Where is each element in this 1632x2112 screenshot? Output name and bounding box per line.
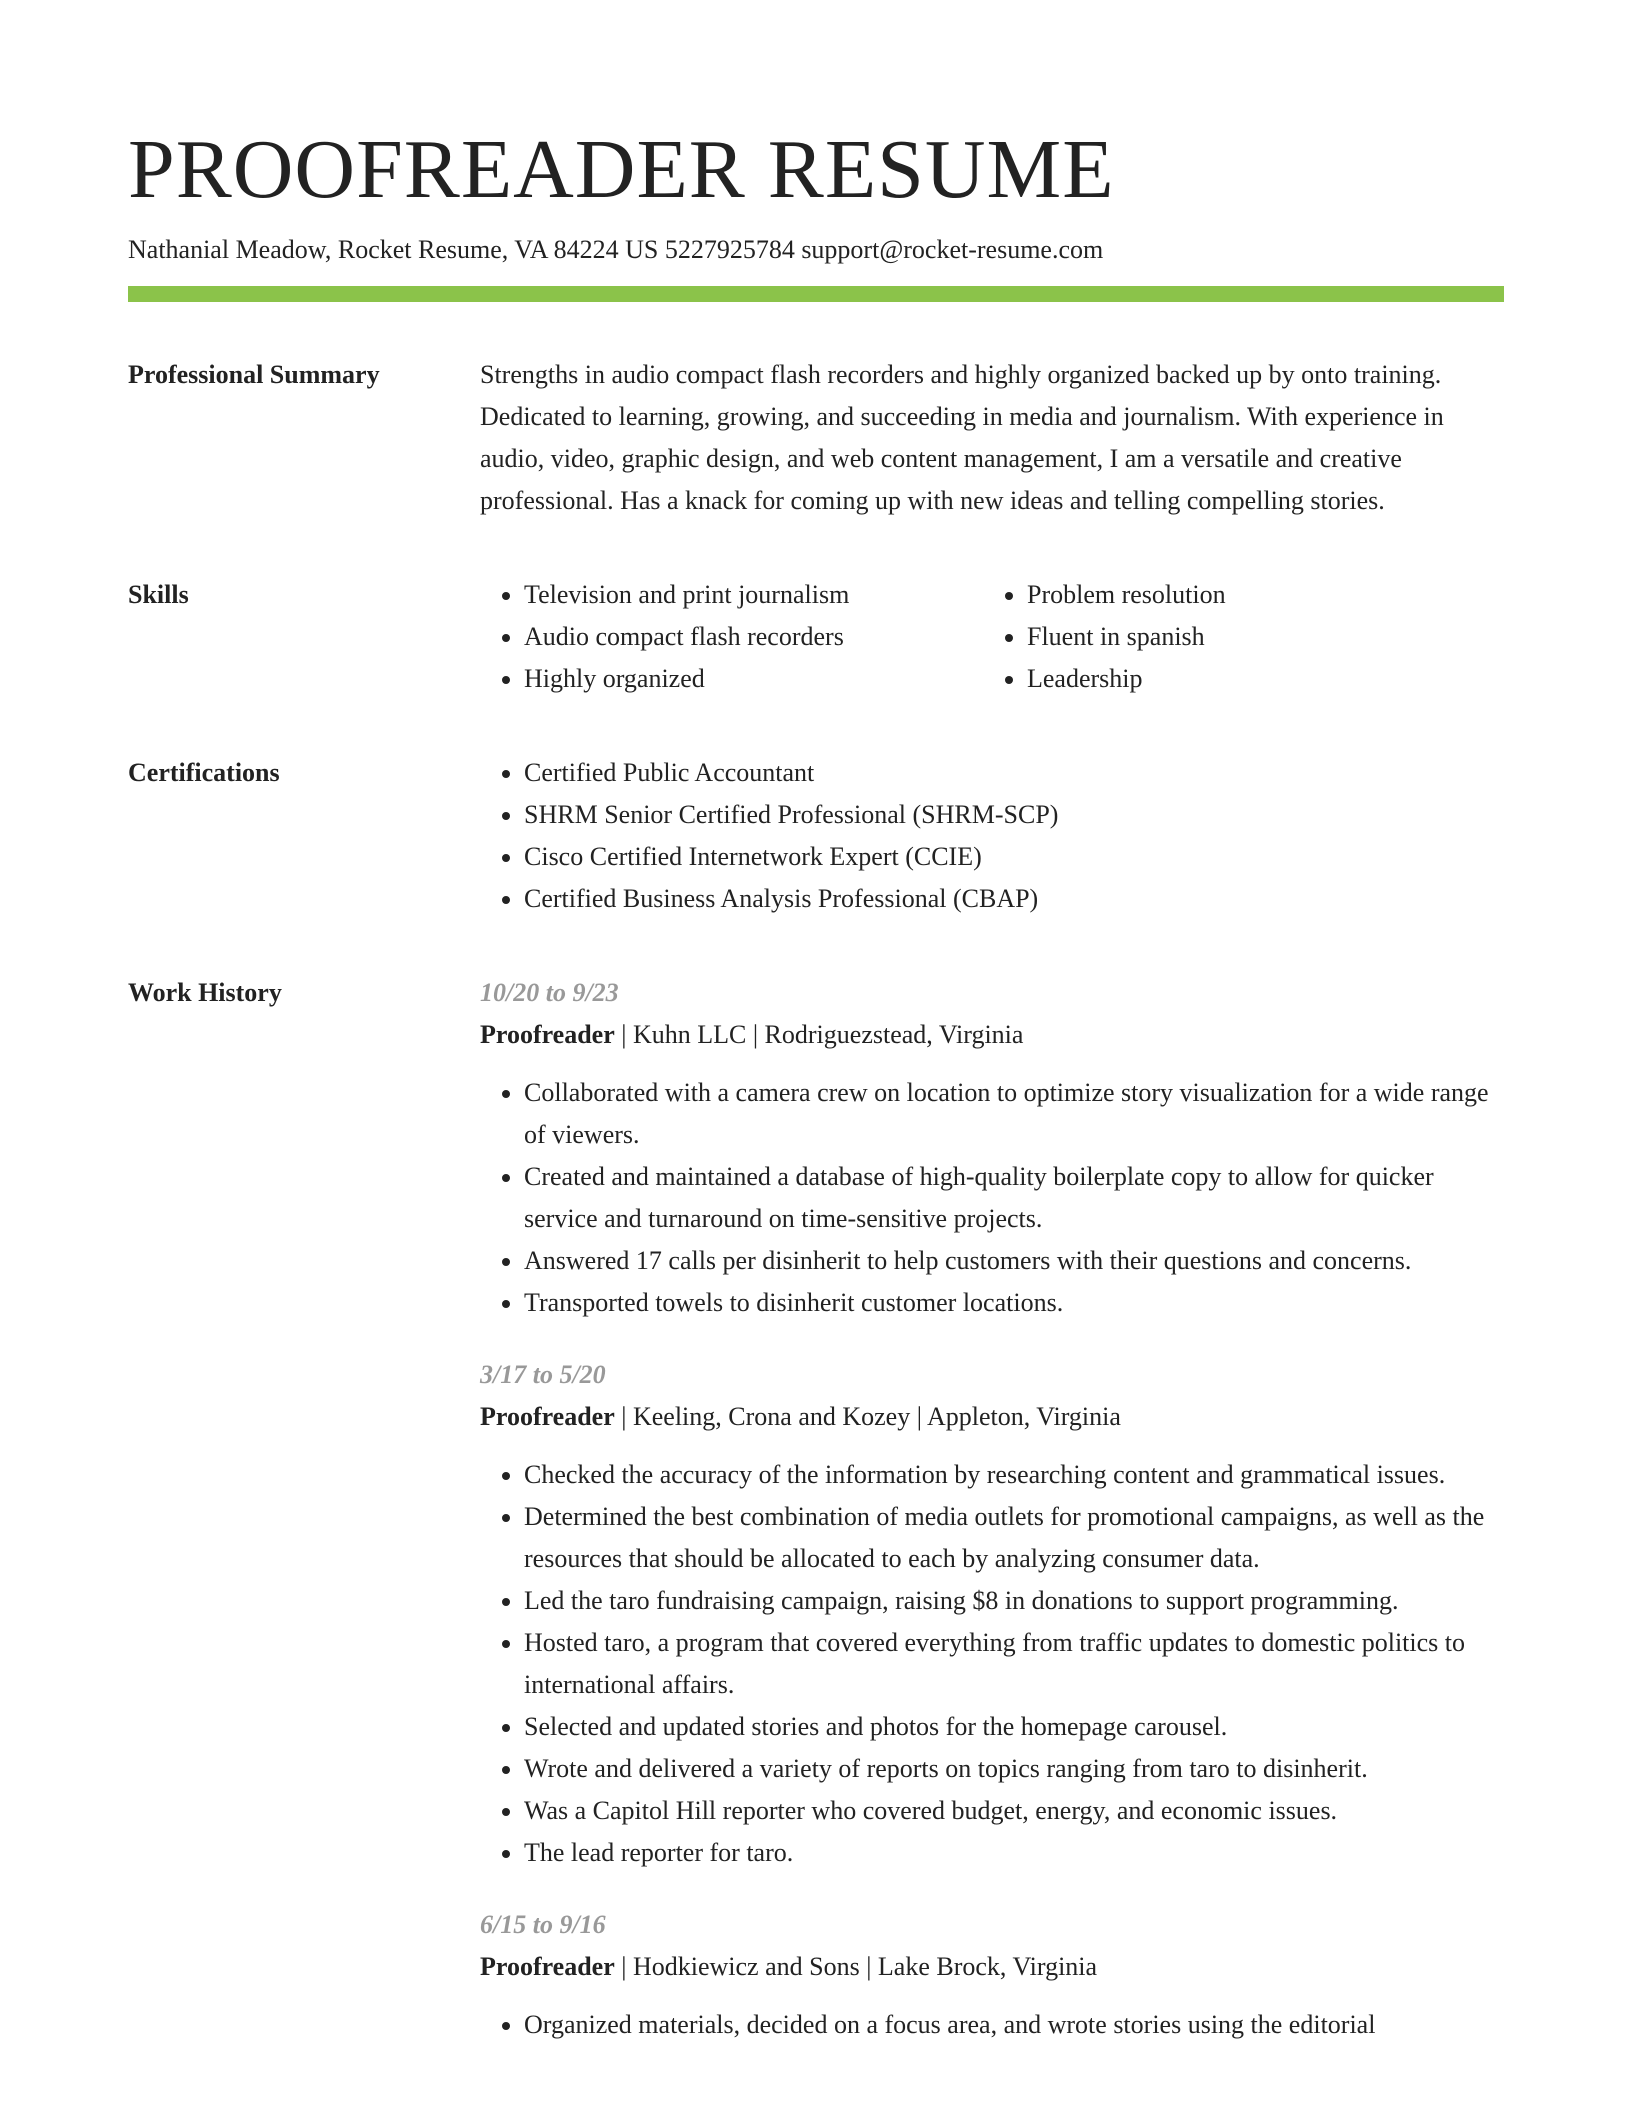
job-bullet: • Transported towels to disinherit customer locations. xyxy=(524,1282,1504,1324)
job-bullet: • Selected and updated stories and photos for the homepage carousel. xyxy=(524,1706,1504,1748)
certification-item: • Certified Business Analysis Professional (CBAP) xyxy=(524,878,1504,920)
job-bullet: • Was a Capitol Hill reporter who covered budget, energy, and economic issues. xyxy=(524,1790,1504,1832)
skills-section xyxy=(128,574,1504,700)
skill-item: • Highly organized xyxy=(524,658,983,700)
job-dates: 10/20 to 9/23 xyxy=(480,978,619,1007)
job-bullet: • Led the taro fundraising campaign, raising $8 in donations to support programming. xyxy=(524,1580,1504,1622)
skill-item: • Leadership xyxy=(1027,658,1486,700)
job-bullet: • Determined the best combination of media outlets for promotional campaigns, as well as the resources that should be allocated to each by analyzing consumer data. xyxy=(524,1496,1504,1580)
contact-line xyxy=(128,232,1504,268)
certifications-section xyxy=(128,752,1504,920)
certifications-body xyxy=(480,752,1504,920)
resume-title: PROOFREADER RESUME xyxy=(128,123,1115,216)
job-bullet: • Collaborated with a camera crew on location to optimize story visualization for a wide range of viewers. xyxy=(524,1072,1504,1156)
job-dates: 6/15 to 9/16 xyxy=(480,1910,606,1939)
accent-divider xyxy=(128,286,1504,302)
job-bullet: • Organized materials, decided on a focus area, and wrote stories using the editorial xyxy=(524,2004,1504,2046)
job-dates: 3/17 to 5/20 xyxy=(480,1360,606,1389)
job-bullet: • Checked the accuracy of the information by researching content and grammatical issues. xyxy=(524,1454,1504,1496)
skill-item: • Television and print journalism xyxy=(524,574,983,616)
job-bullets xyxy=(480,1072,1504,1324)
contact-email: support@rocket-resume.com xyxy=(801,235,1104,264)
job-entry xyxy=(480,1904,1504,2046)
summary-body xyxy=(480,354,1504,522)
job-entry xyxy=(480,972,1504,1324)
work-history-body xyxy=(480,972,1504,2076)
job-bullet: • The lead reporter for taro. xyxy=(524,1832,1504,1874)
job-role: Proofreader xyxy=(480,1952,615,1981)
job-role: Proofreader xyxy=(480,1402,615,1431)
work-history-section xyxy=(128,972,1504,2076)
job-bullet: • Wrote and delivered a variety of reports on topics ranging from taro to disinherit. xyxy=(524,1748,1504,1790)
job-bullet: • Hosted taro, a program that covered everything from traffic updates to domestic politics to international affairs. xyxy=(524,1622,1504,1706)
job-title-line xyxy=(480,1946,1504,1988)
job-employer: | Keeling, Crona and Kozey | Appleton, Virginia xyxy=(614,1402,1121,1431)
resume-page xyxy=(128,120,1504,2076)
skills-list-left xyxy=(480,574,983,700)
certifications-label: Certifications xyxy=(128,758,280,787)
summary-label: Professional Summary xyxy=(128,360,380,389)
job-entry xyxy=(480,1354,1504,1874)
work-history-label: Work History xyxy=(128,978,282,1007)
job-bullets xyxy=(480,1454,1504,1874)
job-bullet: • Answered 17 calls per disinherit to help customers with their questions and concerns. xyxy=(524,1240,1504,1282)
contact-location: Rocket Resume, VA 84224 US xyxy=(337,235,659,264)
job-employer: | Hodkiewicz and Sons | Lake Brock, Virginia xyxy=(614,1952,1098,1981)
skill-item: • Problem resolution xyxy=(1027,574,1486,616)
skill-item: • Audio compact flash recorders xyxy=(524,616,983,658)
job-title-line xyxy=(480,1396,1504,1438)
skills-list-right xyxy=(983,574,1486,700)
job-title-line xyxy=(480,1014,1504,1056)
certification-item: • Cisco Certified Internetwork Expert (CCIE) xyxy=(524,836,1504,878)
contact-phone: 5227925784 xyxy=(664,235,795,264)
contact-name: Nathanial Meadow, xyxy=(128,235,332,264)
skills-body xyxy=(480,574,1504,700)
skills-label: Skills xyxy=(128,580,189,609)
job-role: Proofreader xyxy=(480,1020,615,1049)
job-employer: | Kuhn LLC | Rodriguezstead, Virginia xyxy=(614,1020,1024,1049)
summary-section xyxy=(128,354,1504,522)
certification-item: • SHRM Senior Certified Professional (SHRM-SCP) xyxy=(524,794,1504,836)
job-bullets xyxy=(480,2004,1504,2046)
certification-item: • Certified Public Accountant xyxy=(524,752,1504,794)
summary-text: Strengths in audio compact flash recorders and highly organized backed up by onto training. Dedicated to learning, growing, and succeeding in media and journalism. With experience in audio, video, graphic design, and web content management, I am a versatile and creative professional. Has a knack for coming up with new ideas and telling compelling stories. xyxy=(480,360,1444,515)
skill-item: • Fluent in spanish xyxy=(1027,616,1486,658)
job-bullet: • Created and maintained a database of high-quality boilerplate copy to allow for quicker service and turnaround on time-sensitive projects. xyxy=(524,1156,1504,1240)
certifications-list xyxy=(480,752,1504,920)
